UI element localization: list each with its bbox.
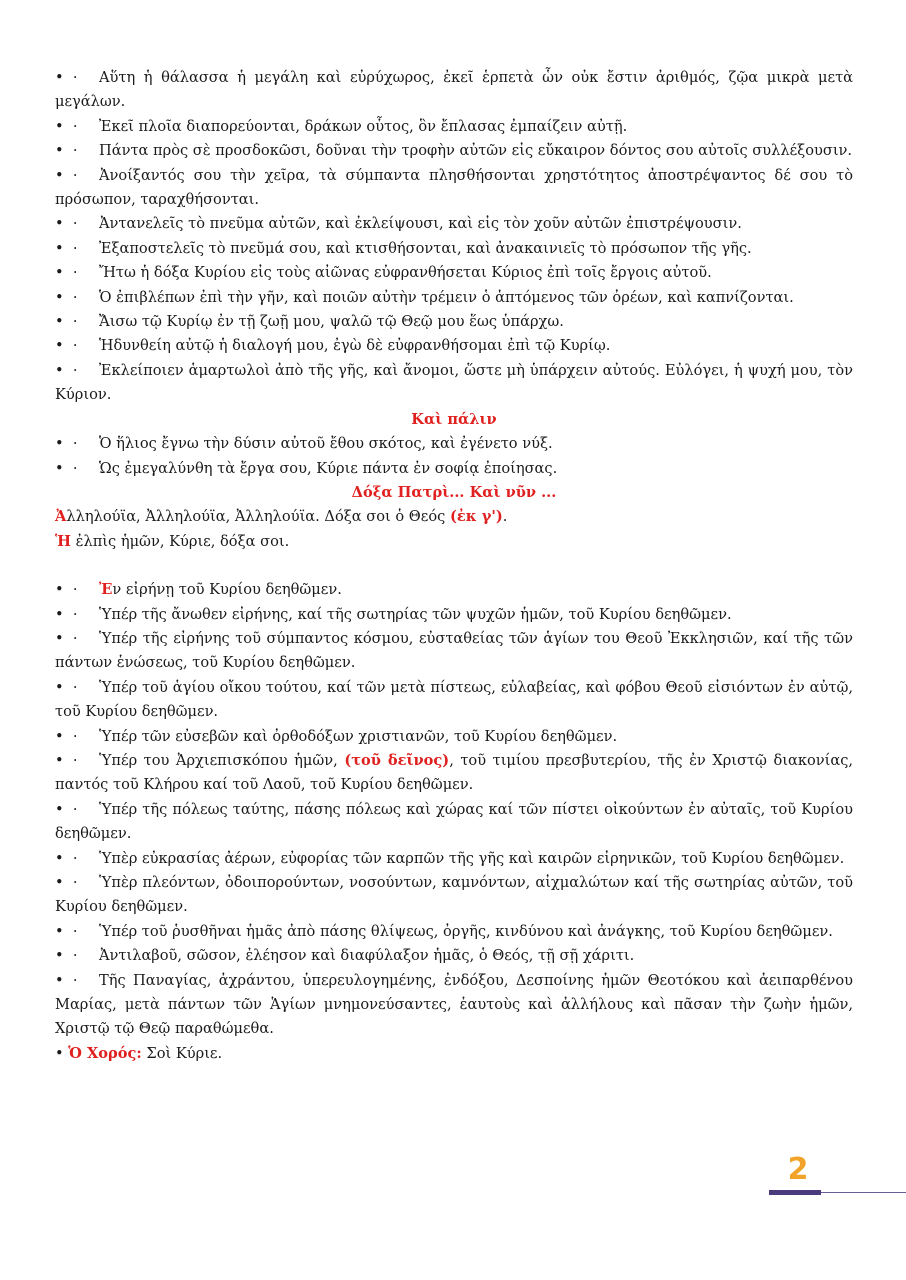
choir-label: Ὁ Χορός:: [68, 1044, 142, 1062]
bullet-icon: • ·: [55, 166, 78, 184]
psalm-verse: [55, 237, 853, 261]
item-text: Ὑπὲρ εὐκρασίας ἀέρων, εὐφορίας τῶν καρπῶν τῆς γῆς καὶ καιρῶν εἰρηνικῶν, τοῦ Κυρίου δεηθῶμεν.: [99, 849, 845, 867]
item-text: Ὑπέρ τοῦ ῥυσθῆναι ἡμᾶς ἀπὸ πάσης θλίψεως, ὀργῆς, κινδύνου καὶ ἀνάγκης, τοῦ Κυρίου δεηθῶμεν.: [99, 922, 833, 940]
heading-doxa: Δόξα Πατρὶ... Καὶ νῦν ...: [351, 483, 557, 501]
alleluia-text: λληλούϊα, Ἀλληλούϊα, Ἀλληλούϊα. Δόξα σοι ὁ Θεός: [66, 508, 450, 526]
alleluia-rubric: (ἐκ γ'): [449, 508, 503, 526]
litany-petition: [55, 627, 853, 676]
bullet-icon: • ·: [55, 971, 78, 989]
bullet-icon: • ·: [55, 849, 78, 867]
liturgical-text: [55, 66, 853, 1066]
bullet-icon: • ·: [55, 678, 78, 696]
item-text: Ἡδυνθείη αὐτῷ ἡ διαλογή μου, ἐγὼ δὲ εὐφρανθήσομαι ἐπὶ τῷ Κυρίῳ.: [99, 337, 611, 355]
bullet-icon: • ·: [55, 922, 78, 940]
alleluia-initial: Ἀ: [55, 508, 67, 526]
litany-petition: [55, 871, 853, 920]
elpis-line: [55, 530, 853, 554]
item-text: Ἀνοίξαντός σου τὴν χεῖρα, τὰ σύμπαντα πλησθήσονται χρηστότητος ἀποστρέψαντος δέ σου τὸ πρόσωπον, ταραχθήσονται.: [55, 166, 853, 209]
bullet-icon: • ·: [55, 727, 78, 745]
litany-petition: [55, 847, 853, 871]
bullet-icon: • ·: [55, 605, 78, 623]
item-text: Ὑπέρ τῶν εὐσεβῶν καὶ ὀρθοδόξων χριστιανῶν, τοῦ Κυρίου δεηθῶμεν.: [99, 727, 618, 745]
litany-archbishop: [55, 749, 853, 798]
elpis-initial: Ἡ: [55, 532, 71, 550]
bullet-icon: • ·: [55, 800, 78, 818]
bullet-icon: • ·: [55, 947, 78, 965]
bullet-icon: • ·: [55, 629, 78, 647]
litany-petition: [55, 944, 853, 968]
bullet-icon: • ·: [55, 264, 78, 282]
item-text: Ἀντανελεῖς τὸ πνεῦμα αὐτῶν, καὶ ἐκλείψουσι, καὶ εἰς τὸν χοῦν αὐτῶν ἐπιστρέψουσιν.: [99, 215, 742, 233]
alleluia-end: .: [502, 508, 508, 526]
psalm-verses: [55, 66, 853, 408]
bullet-icon: • ·: [55, 337, 78, 355]
psalm-verse: [55, 334, 853, 358]
psalm-verse: [55, 359, 853, 408]
item-text: Ἄισω τῷ Κυρίῳ ἐν τῇ ζωῇ μου, ψαλῶ τῷ Θεῷ μου ἕως ὑπάρχω.: [99, 313, 564, 331]
psalm-verse: [55, 457, 853, 481]
litany-petitions-2: [55, 798, 853, 1042]
item-text: Ἐξαποστελεῖς τὸ πνεῦμά σου, καὶ κτισθήσονται, καὶ ἀνακαινιεῖς τὸ πρόσωπον τῆς γῆς.: [99, 239, 752, 257]
spacer: [55, 554, 853, 578]
litany-petition: [55, 603, 853, 627]
footer-rule-dark: [769, 1190, 821, 1195]
psalm-verse: [55, 66, 853, 115]
page-number: 2: [787, 1152, 809, 1187]
item-text: ν εἰρήνῃ τοῦ Κυρίου δεηθῶμεν.: [112, 581, 342, 599]
bullet-icon: • ·: [55, 361, 78, 379]
item-text: Τῆς Παναγίας, ἀχράντου, ὑπερευλογημένης, ἐνδόξου, Δεσποίνης ἡμῶν Θεοτόκου καὶ ἀειπαρθένου Μαρίας, μετὰ πάντων τῶν Ἁγίων μνημονεύσαντες, ἑαυτοὺς καὶ ἀλλήλους καὶ πᾶσαν τὴν ζωὴν ἡμῶν, Χριστῷ τῷ Θεῷ παραθώμεθα.: [55, 971, 853, 1038]
choir-response: [55, 1042, 853, 1066]
footer-rule-light: [821, 1192, 906, 1193]
elpis-text: ἐλπὶς ἡμῶν, Κύριε, δόξα σοι.: [70, 532, 290, 550]
item-text: Ὡς ἐμεγαλύνθη τὰ ἔργα σου, Κύριε πάντα ἐν σοφίᾳ ἐποίησας.: [99, 459, 558, 477]
psalm-verse: [55, 139, 853, 163]
bullet-icon: • ·: [55, 239, 78, 257]
bullet-icon: • ·: [55, 581, 78, 599]
psalm-verse: [55, 432, 853, 456]
bullet-icon: •: [55, 1044, 69, 1062]
item-text: Ὑπέρ τῆς πόλεως ταύτης, πάσης πόλεως καὶ χώρας καί τῶν πίστει οἰκούντων ἐν αὐταῖς, τοῦ Κυρίου δεηθῶμεν.: [55, 800, 853, 843]
psalm-verse: [55, 115, 853, 139]
alleluia-line: [55, 505, 853, 529]
archbishop-after: , τοῦ τιμίου πρεσβυτερίου, τῆς ἐν Χριστῷ διακονίας, παντός τοῦ Κλήρου καί τοῦ Λαοῦ, τοῦ Κυρίου δεηθῶμεν.: [55, 751, 854, 794]
psalm-verses-2: [55, 432, 853, 481]
litany-petition: [55, 725, 853, 749]
bullet-icon: • ·: [55, 142, 78, 160]
bullet-icon: • ·: [55, 215, 78, 233]
psalm-verse: [55, 164, 853, 213]
litany-petitions: [55, 578, 853, 749]
item-text: Ὑπὲρ πλεόντων, ὁδοιπορούντων, νοσούντων, καμνόντων, αἰχμαλώτων καί τῆς σωτηρίας αὐτῶν, τοῦ Κυρίου δεηθῶμεν.: [55, 874, 853, 916]
item-text: Πάντα πρὸς σὲ προσδοκῶσι, δοῦναι τὴν τροφὴν αὐτῶν εἰς εὔκαιρον δόντος σου αὐτοῖς συλλέξουσιν.: [99, 142, 853, 160]
bullet-icon: • ·: [55, 874, 78, 891]
bullet-icon: • ·: [55, 69, 78, 86]
litany-petition: [55, 969, 853, 1042]
item-text: Ἤτω ἡ δόξα Κυρίου εἰς τοὺς αἰῶνας εὐφρανθήσεται Κύριος ἐπὶ τοῖς ἔργοις αὐτοῦ.: [99, 264, 712, 282]
item-text: Ὁ ἥλιος ἔγνω τὴν δύσιν αὐτοῦ ἔθου σκότος, καὶ ἐγένετο νύξ.: [99, 435, 553, 453]
bullet-icon: • ·: [55, 288, 78, 306]
item-text: Ὑπέρ τῆς ἄνωθεν εἰρήνης, καί τῆς σωτηρίας τῶν ψυχῶν ἡμῶν, τοῦ Κυρίου δεηθῶμεν.: [99, 605, 732, 623]
archbishop-before: Ὑπέρ του Ἀρχιεπισκόπου ἡμῶν,: [99, 751, 345, 769]
litany-petition: [55, 676, 853, 725]
archbishop-rubric: (τοῦ δεῖνος): [344, 751, 450, 769]
psalm-verse: [55, 286, 853, 310]
heading-kai-palin: Καὶ πάλιν: [411, 410, 497, 428]
litany-petition: [55, 920, 853, 944]
bullet-icon: • ·: [55, 435, 78, 453]
bullet-icon: • ·: [55, 751, 78, 769]
litany-petition: [55, 798, 853, 847]
item-text: Ὁ ἐπιβλέπων ἐπὶ τὴν γῆν, καὶ ποιῶν αὐτὴν τρέμειν ὁ ἁπτόμενος τῶν ὀρέων, καὶ καπνίζονται.: [99, 288, 794, 306]
litany-petition: [55, 578, 853, 602]
psalm-verse: [55, 261, 853, 285]
choir-text: Σοὶ Κύριε.: [141, 1044, 223, 1062]
item-text: Ἐκλείποιεν ἁμαρτωλοὶ ἀπὸ τῆς γῆς, καὶ ἄνομοι, ὥστε μὴ ὑπάρχειν αὐτούς. Εὐλόγει, ἡ ψυχή μου, τὸν Κύριον.: [55, 361, 853, 404]
bullet-icon: • ·: [55, 459, 78, 477]
item-text: Ἀντιλαβοῦ, σῶσον, ἐλέησον καὶ διαφύλαξον ἡμᾶς, ὁ Θεός, τῇ σῇ χάριτι.: [99, 947, 635, 965]
bullet-icon: • ·: [55, 313, 78, 331]
bullet-icon: • ·: [55, 117, 78, 135]
item-text: Ἐκεῖ πλοῖα διαπορεύονται, δράκων οὗτος, ὃν ἔπλασας ἐμπαίζειν αὐτῇ.: [99, 117, 628, 135]
psalm-verse: [55, 310, 853, 334]
psalm-verse: [55, 212, 853, 236]
item-text: Ὑπέρ τῆς εἰρήνης τοῦ σύμπαντος κόσμου, εὐσταθείας τῶν ἁγίων του Θεοῦ Ἐκκλησιῶν, καί τῆς τῶν πάντων ἑνώσεως, τοῦ Κυρίου δεηθῶμεν.: [55, 629, 853, 672]
red-initial: Ἐ: [99, 581, 113, 599]
item-text: Αὕτη ἡ θάλασσα ἡ μεγάλη καὶ εὐρύχωρος, ἐκεῖ ἑρπετὰ ὧν οὐκ ἔστιν ἀριθμός, ζῷα μικρὰ μετὰ μεγάλων.: [55, 69, 853, 111]
item-text: Ὑπέρ τοῦ ἁγίου οἴκου τούτου, καί τῶν μετὰ πίστεως, εὐλαβείας, καὶ φόβου Θεοῦ εἰσιόντων ἐν αὐτῷ, τοῦ Κυρίου δεηθῶμεν.: [55, 678, 853, 721]
